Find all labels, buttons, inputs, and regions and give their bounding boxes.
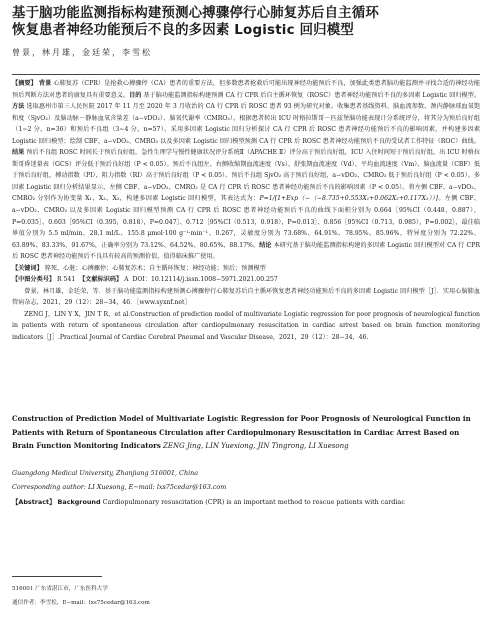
- keywords-text: 猝死，心脏；心搏骤停；心肺复苏术；自主循环恢复；神经功能；预后；预测模型: [44, 264, 266, 272]
- result-text: 预后不良组 ROSC 时间长于预后良好组，急性生理学与慢性健康状况评分系统Ⅱ（APACHE Ⅱ）评分高于预后良好组，ICU 入住时间短于预后良好组，出 ICU 时格拉斯哥昏迷量表（GCS）评分低于预后良好组（P < 0.05）。预后不良组左、右侧收缩期血流速度（Vs）、舒张期血流速度（Vd）、平均血流速度（Vm）、脑血流量（CBF）低于预后良好组，搏动指数（PI）、阻力指数（RI）高于预后良好组（P < 0.05）。预后不良组 SjvO₂ 高于预后良好组，a−vDO₂、CMRO₂ 低于预后良好组（P < 0.05）。多因素 Logistic 回归分析结果显示，左侧 CBF、a−vDO₂、CMRO₂ 是 CA 行 CPR 后 ROSC 患者神经功能预后不良的影响因素（P < 0.05）。将左侧 CBF、a−vDO₂、CMRO₂ 分别作为协变量 X₁、X₂、X₃，构建多因素 Logistic 回归模型，其表达式为：: [12, 149, 481, 203]
- conclusion-text: 本研究基于脑功能监测指标构建的多因素 Logistic 回归模型对 CA 行 CPR 后 ROSC 患者神经功能预后不良具有较高的预测价值，值得临床推广使用。: [12, 241, 480, 261]
- doc-code-value: A: [124, 276, 129, 284]
- model-formula: P=1/[1+Exp（−（−8.735+0.553X₁+0.062X₂+0.117X₃））]: [259, 195, 438, 203]
- footnote-divider: [12, 576, 102, 577]
- english-abstract: [12, 496, 480, 508]
- english-background-label: Background: [57, 498, 101, 506]
- english-title: Construction of Prediction Model of Multivariate Logistic Regression for Poor Prognosis of Neurological Function in Patients with Return of Spontaneous Circulation after Cardiopulmonary Resuscitation in Cardiac Arrest Based on Brain Function Monitoring Indicators ZENG Jing, LIN Yuexiong, JIN Tingrong, LI Xuesong: [12, 414, 471, 450]
- title-line-2: 恢复患者神经功能预后不良的多因素 Logistic 回归模型: [12, 23, 354, 38]
- doi-text: DOI：10.12114/j.issn.1008−5971.2021.00.257: [132, 276, 278, 284]
- classification-label: 【中图分类号】: [12, 276, 55, 284]
- footnote-affiliation: 516001 广东省湛江市，广东医科大学: [12, 586, 108, 592]
- method-text: 选取惠州市第三人民医院 2017 年 11 月至 2020 年 3 月收治的 CA 行 CPR 后 ROSC 患者 93 例为研究对象。收集患者基线资料、脑血流参数、颈内静脉球血氧饱和度（SjvO₂）及脑动脉－静脉血氧含量差（a−vDO₂）、脑氧代谢率（CMRO₂）。根据患者转出 ICU 时格拉斯哥－匹兹堡脑功能表现计分系统评分，将其分为预后良好组（1~2 分，n=36）和预后不良组（3~4 分，n=57）。采用多因素 Logistic 回归分析探讨 CA 行 CPR 后 ROSC 患者神经功能预后不良的影响因素，并构建多因素 Logistic 回归模型；绘制 CBF、a−vDO₂、CMRO₂ 以及多因素 Logistic 回归模型预测 CA 行 CPR 后 ROSC 患者神经功能预后不良的受试者工作特征（ROC）曲线。: [12, 103, 480, 145]
- objective-label: 目的: [129, 91, 142, 99]
- conclusion-label: 结论: [259, 241, 272, 249]
- paper-title: [12, 5, 480, 39]
- english-background-text: Cardiopulmonary resuscitation (CPR) is an important method to rescue patients with cardiac: [102, 498, 405, 506]
- citation-english: ZENG J，LIN Y X，JIN T R，et al.Construction of prediction model of multivariate Logistic regression for poor prognosis of neurological function in patients with return of spontaneous circulation after cardiopulmonary resuscitation in cardiac arrest based on brain function monitoring indicators［J］.Practical Journal of Cardiac Cerebral Pneumal and Vascular Disease，2021，29（12）：28−34，46.: [12, 310, 480, 342]
- doc-code-label: 【文献标识码】: [79, 276, 123, 284]
- english-abstract-label: 【Abstract】: [12, 498, 56, 506]
- background-text: 心肺复苏（CPR）是抢救心搏骤停（CA）患者的重要方法，但多数患者抢救后可能出现神经功能预后不良，加强此类患者脑功能监测并寻找合适的神经功能预后判断方法对患者的康复具有重要意义。: [12, 80, 480, 99]
- english-authors: ZENG Jing, LIN Yuexiong, JIN Tingrong, LI Xuesong: [160, 442, 349, 450]
- english-corresponding-author: Corresponding author: LI Xuesong, E−mail: lxs75cedar@163.com: [12, 483, 227, 491]
- objective-text: 基于脑功能监测指标构建预测 CA 行 CPR 后自主循环恢复（ROSC）患者神经功能预后不良的多因素 Logistic 回归模型。: [143, 91, 480, 99]
- method-label: 方法: [12, 103, 25, 111]
- header-divider: [12, 74, 480, 75]
- abstract-open-label: 【摘要】: [12, 80, 37, 87]
- english-affiliation: Guangdong Medical University, Zhanjiang 516001, China: [12, 469, 199, 477]
- result-text-continued: 。左侧 CBF、a−vDO₂、CMRO₂ 以及多因素 Logistic 回归模型预测 CA 行 CPR 后 ROSC 患者神经功能预后不良的曲线下面积分别为 0.664［95%CI（0.448，0.887），P=0.035］、0.603［95%CI（0.395，0.818），P=0.047］、0.712［95%CI（0.513，0.918），P=0.013］、0.856［95%CI（0.713，0.985），P=0.002］，最佳临界值分别为 5.5 ml/min、28.1 ml/L、155.8 μmol·100 g⁻¹·min⁻¹、0.267，灵敏度分别为 73.68%、64.91%、78.95%、85.96%，特异度分别为 72.22%、63.89%、83.33%、91.67%，正确率分别为 73.12%、64.52%、80.65%、88.17%。: [12, 195, 481, 249]
- footnote-corresponding: 通信作者：李雪松，E−mail：lxs75cedar@163.com: [12, 600, 150, 606]
- keywords-label: 【关键词】: [12, 264, 43, 272]
- result-label: 结果: [12, 149, 25, 157]
- title-line-1: 基于脑功能监测指标构建预测心搏骤停行心肺复苏后自主循环: [12, 6, 379, 21]
- classification-value: R 541: [56, 276, 76, 284]
- chinese-abstract: [12, 78, 480, 344]
- author-list: 曾景，林月雄，金廷荣，李雪松: [12, 48, 152, 57]
- citation-chinese: 曾景，林月雄，金廷荣，等．基于脑功能监测指标构建预测心搏骤停行心肺复苏后自主循环恢复患者神经功能预后不良的多因素 Logistic 回归模型［J］．实用心脑肺血管病杂志，2021，29（12）：28−34，46．［www.syxnf.net］: [12, 287, 480, 307]
- background-label: 背景: [38, 80, 52, 87]
